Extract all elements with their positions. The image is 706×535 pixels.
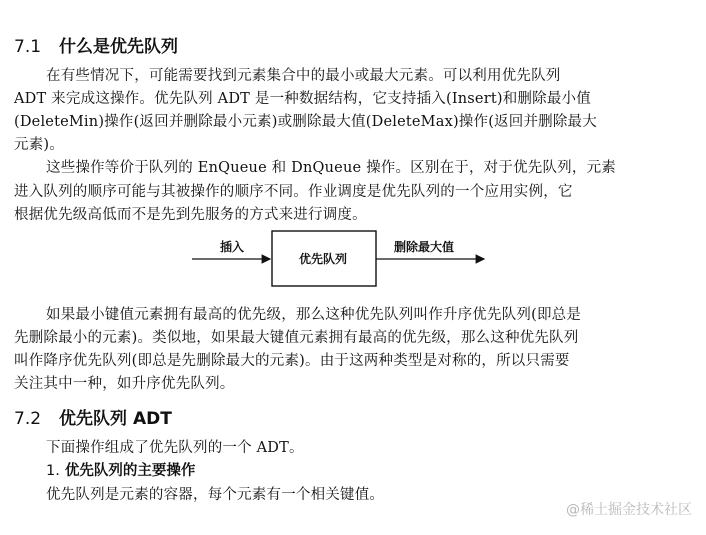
paragraph-line: 在有些情况下，可能需要找到元素集合中的最小或最大元素。可以利用优先队列	[46, 68, 561, 84]
diagram-output-label: 删除最大值	[394, 240, 455, 254]
section-number: 7.1	[14, 37, 42, 57]
subsection-heading	[46, 459, 195, 480]
paragraph-line: (DeleteMin)操作(返回并删除最小元素)或删除最大值(DeleteMax)操作(返回并删除最大	[14, 114, 597, 130]
paragraph-line: 下面操作组成了优先队列的一个 ADT。	[46, 440, 304, 456]
paragraph-line: 根据优先级高低而不是先到先服务的方式来进行调度。	[14, 207, 367, 223]
paragraph-line: 这些操作等价于队列的 EnQueue 和 DnQueue 操作。区别在于，对于优先队列，元素	[46, 160, 616, 176]
paragraph-line: 元素)。	[14, 137, 64, 153]
paragraph-line: 先删除最小的元素)。类似地，如果最大键值元素拥有最高的优先级，那么这种优先队列	[14, 330, 579, 346]
paragraph-line: 进入队列的顺序可能与其被操作的顺序不同。作业调度是优先队列的一个应用实例，它	[14, 184, 573, 200]
paragraph-line: 叫作降序优先队列(即总是先删除最大的元素)。由于这两种类型是对称的，所以只需要	[14, 353, 570, 369]
subsection-title: 优先队列的主要操作	[64, 463, 196, 479]
section-heading-7-2	[14, 404, 172, 429]
section-number: 7.2	[14, 409, 42, 429]
paragraph-line: 关注其中一种，如升序优先队列。	[14, 376, 235, 392]
section-heading-7-1	[14, 32, 178, 57]
diagram-input-label: 插入	[220, 240, 245, 254]
paragraph-line: ADT 来完成这操作。优先队列 ADT 是一种数据结构，它支持插入(Insert)和删除最小值	[14, 91, 591, 107]
diagram-box-label: 优先队列	[299, 252, 348, 266]
section-title: 优先队列 ADT	[59, 409, 172, 429]
priority-queue-diagram	[190, 226, 490, 288]
paragraph-line: 优先队列是元素的容器，每个元素有一个相关键值。	[46, 487, 385, 503]
subsection-number: 1.	[46, 463, 60, 479]
watermark: @稀土掘金技术社区	[566, 502, 692, 518]
section-title: 什么是优先队列	[59, 37, 179, 57]
paragraph-line: 如果最小键值元素拥有最高的优先级，那么这种优先队列叫作升序优先队列(即总是	[46, 307, 582, 323]
